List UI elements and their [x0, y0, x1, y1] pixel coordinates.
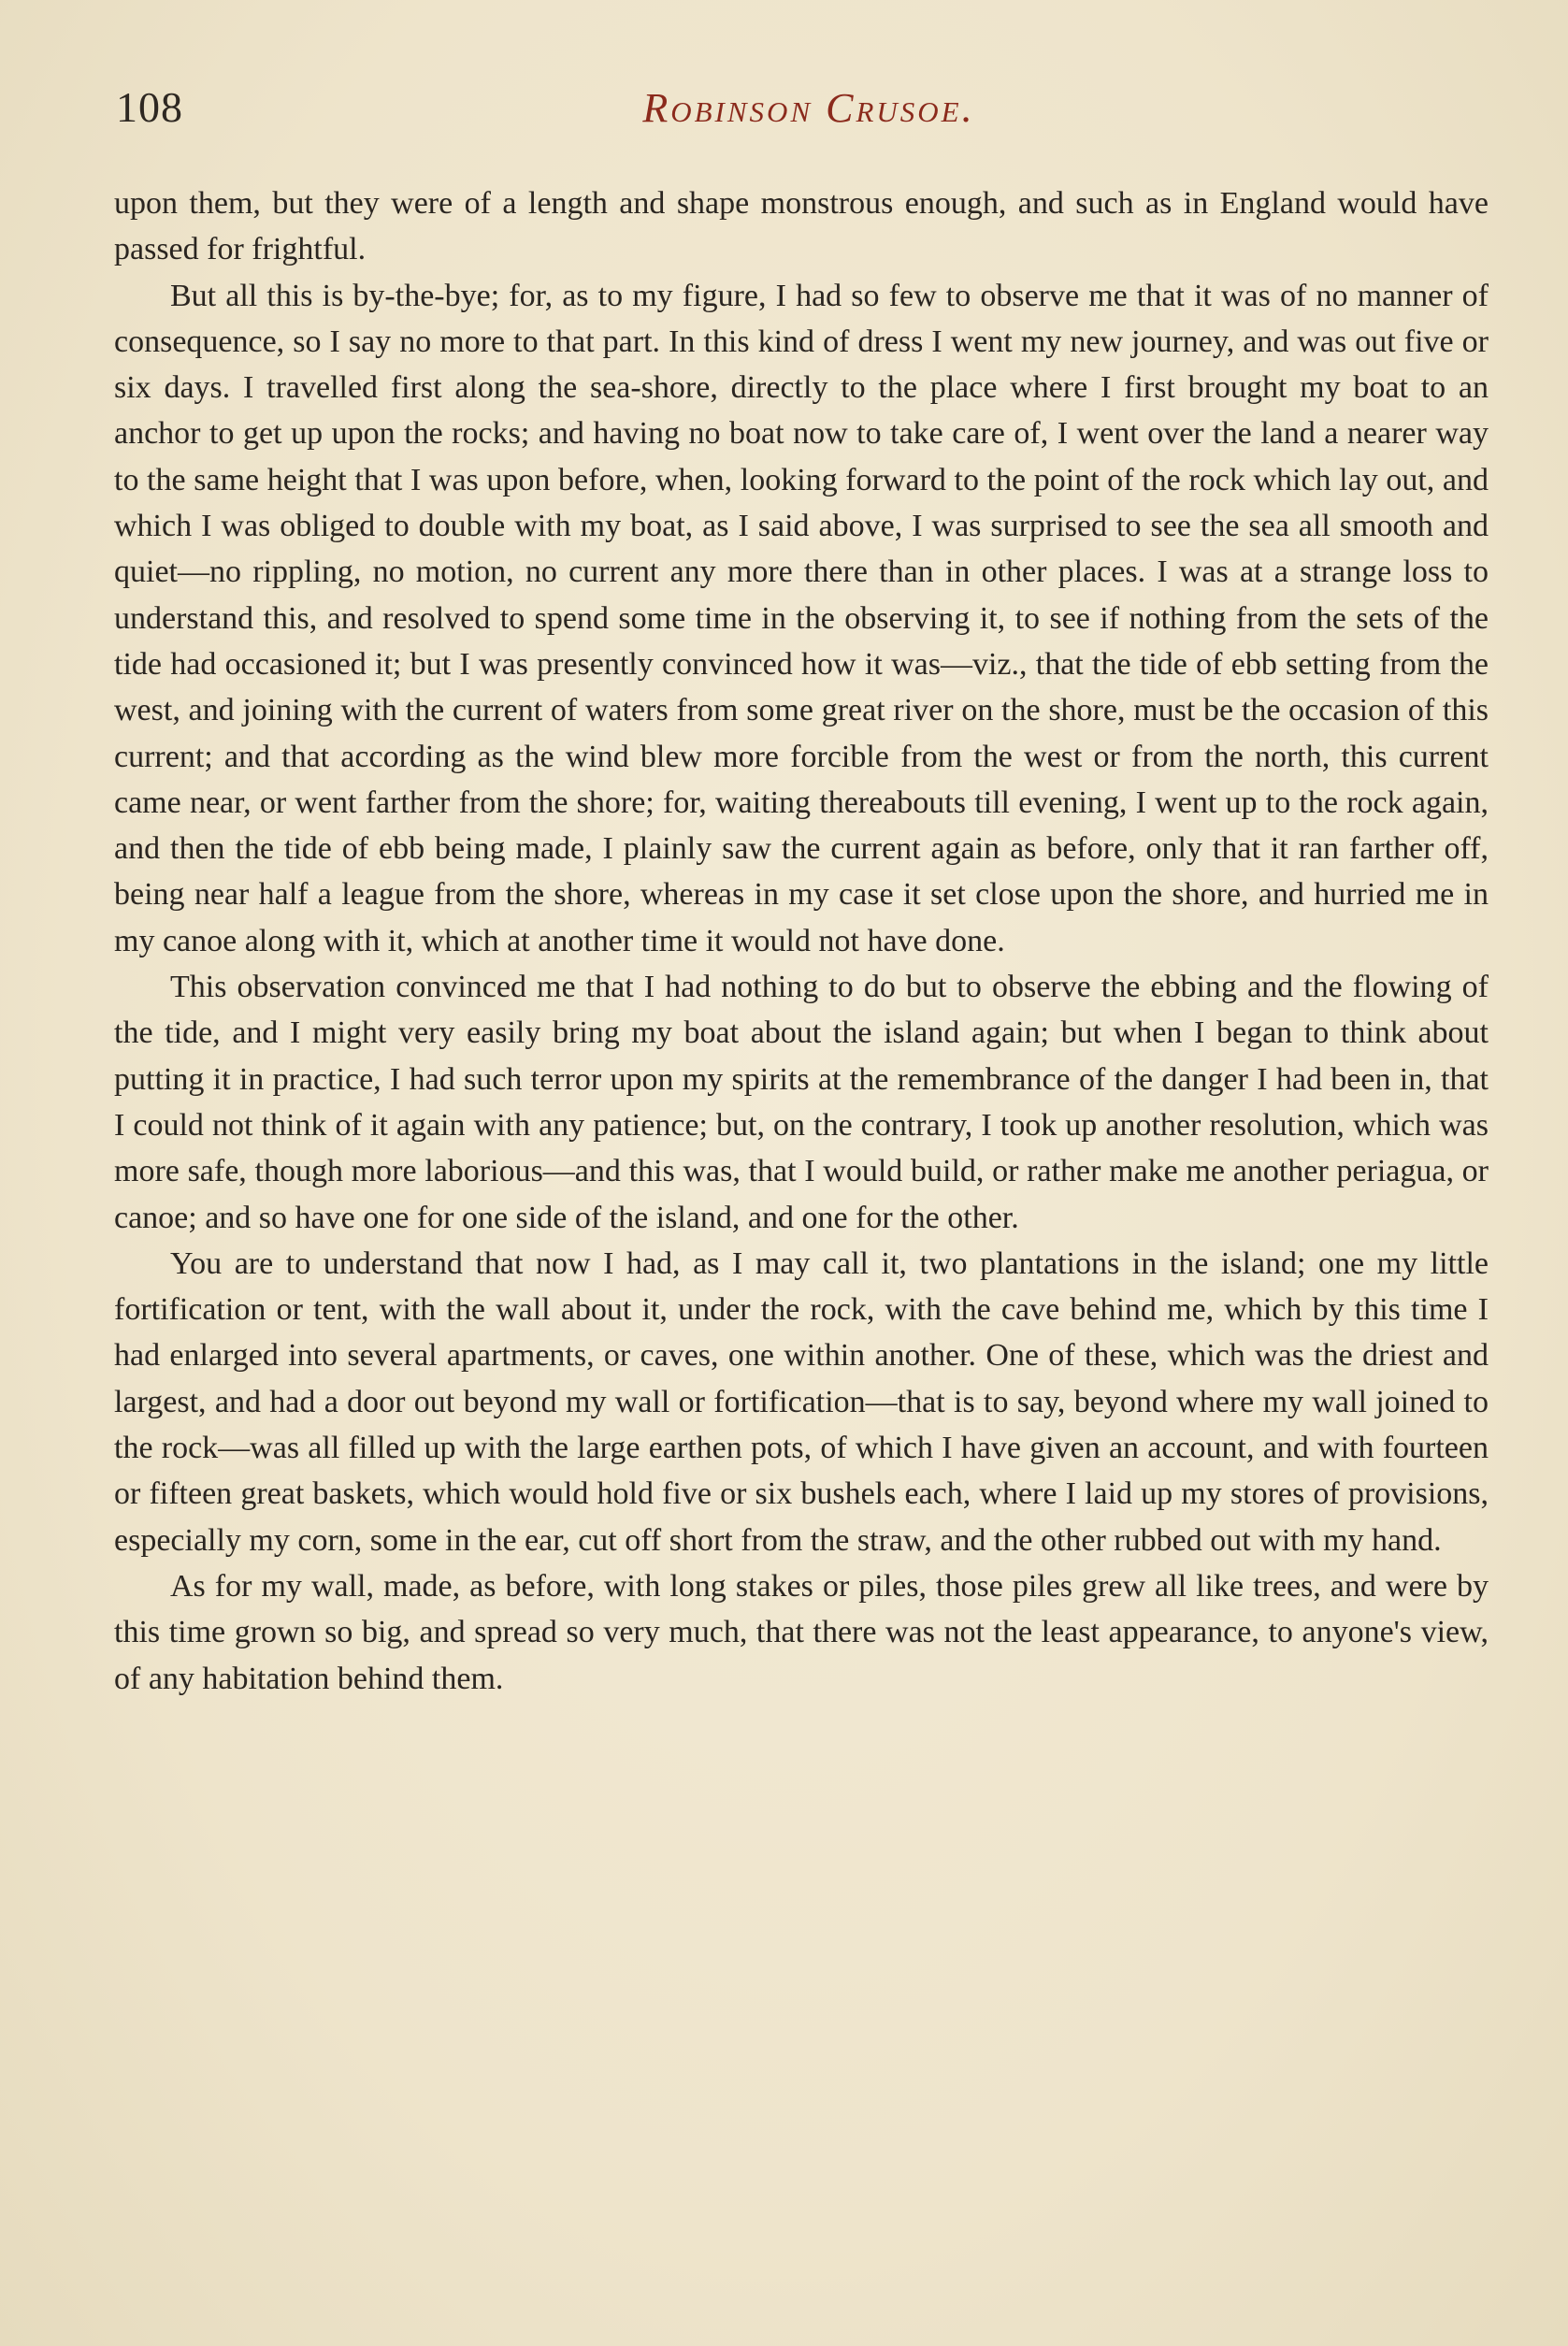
page-number: 108 [116, 83, 183, 131]
running-head: Robinson Crusoe. [642, 85, 975, 131]
paragraph-4: You are to understand that now I had, as I may call it, two plantations in the island; one my little fortification or tent, with the wall about it, under the rock, with the cave behind me, which by this time I had enlarged into several apartments, or caves, one within another. One of these, which was the driest and largest, and had a door out beyond my wall or fortification—that is to say, beyond where my wall joined to the rock—was all filled up with the large earthen pots, of which I have given an account, and with fourteen or fifteen great baskets, which would hold five or six bushels each, where I laid up my stores of provisions, especially my corn, some in the ear, cut off short from the straw, and the other rubbed out with my hand. [114, 1245, 1489, 1558]
page-header [112, 82, 1505, 157]
paragraph-5: As for my wall, made, as before, with long stakes or piles, those piles grew all like trees, and were by this time grown so big, and spread so very much, that there was not the least appearance, to anyone's view, of any habitation behind them. [114, 1568, 1489, 1696]
paragraph-3: This observation convinced me that I had nothing to do but to observe the ebbing and the flowing of the tide, and I might very easily bring my boat about the island again; but when I began to think about putting it in practice, I had such terror upon my spirits at the remembrance of the danger I had been in, that I could not think of it again with any patience; but, on the contrary, I took up another resolution, which was more safe, though more laborious—and this was, that I would build, or rather make me another periagua, or canoe; and so have one for one side of the island, and one for the other. [114, 970, 1489, 1235]
paragraph-2: But all this is by-the-bye; for, as to my figure, I had so few to observe me that it was of no manner of consequence, so I say no more to that part. In this kind of dress I went my new journey, and was out five or six days. I travelled first along the sea-shore, directly to the place where I first brought my boat to an anchor to get up upon the rocks; and having no boat now to take care of, I went over the land a nearer way to the same height that I was upon before, when, looking forward to the point of the rock which lay out, and which I was obliged to double with my boat, as I said above, I was surprised to see the sea all smooth and quiet—no rippling, no motion, no current any more there than in other places. I was at a strange loss to understand this, and resolved to spend some time in the observing it, to see if nothing from the sets of the tide had occasioned it; but I was presently convinced how it was—viz., that the tide of ebb setting from the west, and joining with the current of waters from some great river on the shore, must be the occasion of this current; and that according as the wind blew more forcible from the west or from the north, this current came near, or went farther from the shore; for, waiting thereabouts till evening, I went up to the rock again, and then the tide of ebb being made, I plainly saw the current again as before, only that it ran farther off, being near half a league from the shore, whereas in my case it set close upon the shore, and hurried me in my canoe along with it, which at another time it would not have done. [114, 278, 1489, 958]
paragraph-1: upon them, but they were of a length and shape monstrous enough, and such as in England would have passed for frightful. [114, 186, 1489, 267]
body-text [114, 180, 1489, 1702]
